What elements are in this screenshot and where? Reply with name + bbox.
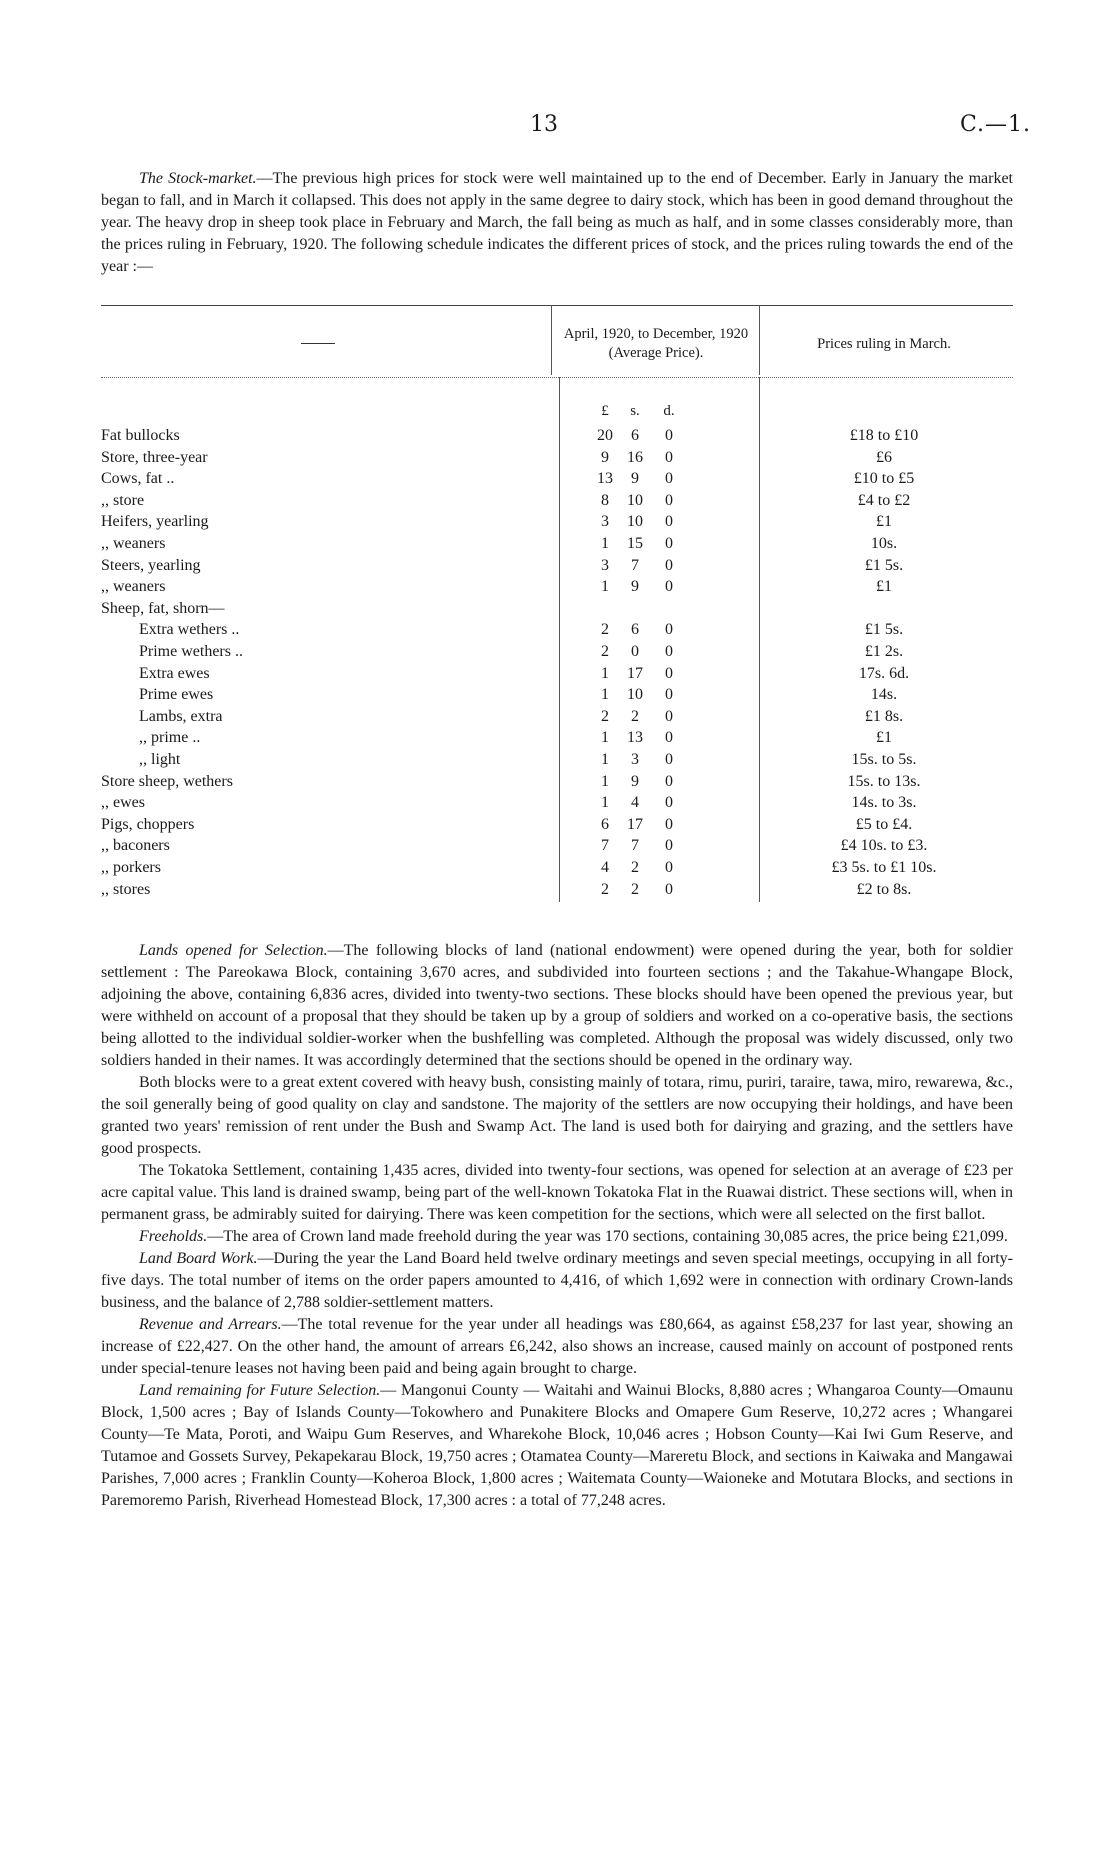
pounds-value: 1 bbox=[601, 772, 609, 790]
row-label: Sheep, fat, shorn— bbox=[101, 599, 225, 617]
average-price bbox=[591, 468, 711, 489]
table-row bbox=[101, 706, 1013, 728]
pounds-value: 20 bbox=[597, 427, 613, 444]
table-row bbox=[101, 555, 1013, 577]
row-label: ,, light bbox=[139, 751, 181, 768]
row-label: ,, ewes bbox=[101, 794, 145, 812]
pounds-value: 2 bbox=[601, 621, 609, 639]
currency-units-row bbox=[591, 403, 711, 423]
pounds-value: 1 bbox=[601, 729, 609, 747]
pence-value: 0 bbox=[665, 751, 673, 768]
average-price bbox=[591, 814, 711, 835]
pence-value: 0 bbox=[665, 491, 673, 509]
stock-market-text: —The previous high prices for stock were well maintained up to the end of December. Early in January the market began to fall, and in March it collapsed. This does not apply in the same degree to dairy stock, which has been in good demand throughout the year. The heavy drop in sheep took place in February and March, the fall being as much as half, and in some classes considerably more, than the prices ruling in February, 1920. The following schedule indicates the different prices of stock, and the prices ruling towards the end of the year :— bbox=[101, 170, 1013, 275]
header-divider-left bbox=[551, 305, 552, 375]
march-price: £1 bbox=[876, 729, 892, 747]
pounds-value: 2 bbox=[601, 707, 609, 725]
average-price bbox=[591, 425, 711, 446]
march-price: 15s. to 13s. bbox=[847, 772, 921, 790]
freeholds-paragraph bbox=[101, 1226, 1013, 1248]
shillings-value: 16 bbox=[627, 448, 643, 466]
pence-value: 0 bbox=[665, 772, 673, 790]
pence-value: 0 bbox=[665, 578, 673, 596]
table-row bbox=[101, 814, 1013, 836]
pounds-value: 2 bbox=[601, 643, 609, 660]
shillings-value: 9 bbox=[631, 578, 639, 596]
header-divider-right bbox=[759, 305, 760, 375]
shillings-value: 2 bbox=[631, 707, 639, 725]
march-price: £2 to 8s. bbox=[856, 880, 912, 898]
table-row bbox=[101, 879, 1013, 901]
table-row bbox=[101, 857, 1013, 879]
revenue-paragraph bbox=[101, 1314, 1013, 1380]
lands-opened-section bbox=[101, 940, 1013, 1512]
march-price: £4 10s. to £3. bbox=[840, 837, 928, 855]
march-price: £18 to £10 bbox=[849, 427, 919, 444]
table-row bbox=[101, 684, 1013, 706]
row-label: ,, baconers bbox=[101, 837, 170, 855]
revenue-heading: Revenue and Arrears. bbox=[139, 1316, 282, 1333]
first-column-header bbox=[301, 343, 335, 344]
shillings-value: 13 bbox=[627, 729, 643, 747]
shillings-value: 17 bbox=[627, 815, 643, 833]
row-label: Store, three-year bbox=[101, 448, 208, 466]
row-label: Prime ewes bbox=[139, 686, 214, 704]
average-price bbox=[591, 879, 711, 900]
pence-value: 0 bbox=[665, 837, 673, 855]
pence-value: 0 bbox=[665, 556, 673, 574]
lands-opened-heading: Lands opened for Selection. bbox=[139, 942, 328, 959]
pence-value: 0 bbox=[665, 729, 673, 747]
table-row bbox=[101, 598, 1013, 620]
row-label: Fat bullocks bbox=[101, 427, 180, 444]
table-row bbox=[101, 425, 1013, 447]
march-price: £1 5s. bbox=[864, 556, 904, 574]
stock-market-heading: The Stock-market. bbox=[139, 170, 257, 187]
shillings-value: 2 bbox=[631, 880, 639, 898]
pence-value: 0 bbox=[665, 664, 673, 682]
table-row bbox=[101, 641, 1013, 663]
pence-value: 0 bbox=[665, 448, 673, 466]
average-price bbox=[591, 533, 711, 554]
shillings-value: 17 bbox=[627, 664, 643, 682]
march-price: £3 5s. to £1 10s. bbox=[831, 859, 937, 876]
average-price bbox=[591, 663, 711, 684]
average-price bbox=[591, 619, 711, 640]
march-price: £1 2s. bbox=[864, 643, 904, 660]
pence-value: 0 bbox=[665, 686, 673, 704]
row-label: Cows, fat .. bbox=[101, 470, 175, 488]
row-label: Pigs, choppers bbox=[101, 815, 195, 833]
row-label: Extra wethers .. bbox=[139, 621, 240, 639]
land-remaining-text: — Mangonui County — Waitahi and Wainui Blocks, 8,880 acres ; Whangaroa County—Omaunu Block, 1,500 acres ; Bay of Islands County—Tokowhero and Punakitere Blocks and Omapere Gum Reserve, 10,272 acres ; Whangarei County—Te Mata, Poroti, and Waipu Gum Reserves, and Wharekohe Block, 10,046 acres ; Hobson County—Kai Iwi Gum Reserve, and Tutamoe and Gossets Survey, Pekapekarau Block, 19,750 acres ; Otamatea County—Mareretu Block, and sections in Kaiwaka and Mangawai Parishes, 7,000 acres ; Franklin County—Koheroa Block, 1,800 acres ; Waitemata County—Waioneke and Motutara Blocks, and sections in Paremoremo Parish, Riverhead Homestead Block, 17,300 acres : a total of 77,248 acres. bbox=[101, 1382, 1014, 1509]
march-price: 14s. to 3s. bbox=[851, 794, 917, 812]
row-label: ,, store bbox=[101, 491, 145, 509]
shillings-value: 6 bbox=[631, 621, 639, 639]
march-price: 15s. to 5s. bbox=[851, 751, 917, 768]
row-label: Lambs, extra bbox=[139, 707, 223, 725]
shillings-value: 10 bbox=[627, 491, 643, 509]
shillings-value: 10 bbox=[627, 513, 643, 531]
table-row bbox=[101, 490, 1013, 512]
average-price-header: April, 1920, to December, 1920 (Average Price). bbox=[563, 326, 749, 361]
pence-value: 0 bbox=[665, 427, 673, 444]
pounds-value: 13 bbox=[597, 470, 613, 488]
pounds-value: 9 bbox=[601, 448, 609, 466]
row-label: ,, weaners bbox=[101, 578, 166, 596]
row-label: ,, porkers bbox=[101, 859, 161, 876]
average-price bbox=[591, 792, 711, 813]
shillings-value: 0 bbox=[631, 643, 639, 660]
revenue-text: —The total revenue for the year under all headings was £80,664, as against £58,237 for last year, showing an increase of £22,427. On the other hand, the amount of arrears £6,242, also shows an increase, caused mainly on account of postponed rents under special-tenure leases not having been paid and being again brought to charge. bbox=[101, 1316, 1013, 1377]
pence-unit: d. bbox=[663, 403, 675, 419]
land-board-heading: Land Board Work. bbox=[139, 1250, 258, 1267]
average-price bbox=[591, 749, 711, 770]
march-price: £5 to £4. bbox=[855, 815, 913, 833]
row-label: Prime wethers .. bbox=[139, 643, 243, 660]
table-row bbox=[101, 792, 1013, 814]
row-label: Steers, yearling bbox=[101, 556, 201, 574]
table-row bbox=[101, 619, 1013, 641]
pounds-value: 1 bbox=[601, 578, 609, 596]
row-label: ,, weaners bbox=[101, 535, 166, 552]
pounds-value: 8 bbox=[601, 491, 609, 509]
average-price bbox=[591, 857, 711, 878]
pounds-value: 7 bbox=[601, 837, 609, 855]
average-price bbox=[591, 447, 711, 468]
pounds-value: 1 bbox=[601, 664, 609, 682]
land-board-text: —During the year the Land Board held twelve ordinary meetings and seven special meetings, occupying in all forty-five days. The total number of items on the order papers amounted to 4,416, of which 1,692 were in connection with ordinary Crown-lands business, and the balance of 2,788 soldier-settlement matters. bbox=[101, 1250, 1014, 1311]
freeholds-heading: Freeholds. bbox=[139, 1228, 208, 1245]
lands-opened-text: —The following blocks of land (national endowment) were opened during the year, both for soldier settlement : The Pareokawa Block, containing 3,670 acres, and subdivided into fourteen sections ; and the Takahue-Whangape Block, adjoining the above, containing 6,836 acres, divided into twenty-two sections. These blocks should have been opened the previous year, but were withheld on account of a proposal that they should be taken up by a group of soldiers and worked on a co-operative basis, the sections being allotted to the individual soldier-worker when the bushfelling was completed. Although the proposal was widely discussed, only two soldiers handed in their names. It was accordingly determined that the sections should be opened in the ordinary way. bbox=[101, 942, 1014, 1069]
pounds-value: 4 bbox=[601, 859, 609, 876]
shillings-value: 2 bbox=[631, 859, 639, 876]
march-price: 17s. 6d. bbox=[858, 664, 910, 682]
pence-value: 0 bbox=[665, 513, 673, 531]
shillings-value: 9 bbox=[631, 772, 639, 790]
average-price bbox=[591, 835, 711, 856]
table-row bbox=[101, 663, 1013, 685]
table-row bbox=[101, 533, 1013, 555]
table-row bbox=[101, 749, 1013, 771]
pence-value: 0 bbox=[665, 470, 673, 488]
pounds-value: 1 bbox=[601, 535, 609, 552]
shillings-value: 7 bbox=[631, 837, 639, 855]
pence-value: 0 bbox=[665, 880, 673, 898]
shillings-unit: s. bbox=[630, 403, 640, 419]
pence-value: 0 bbox=[665, 535, 673, 552]
pence-value: 0 bbox=[665, 794, 673, 812]
march-price: £4 to £2 bbox=[857, 491, 911, 509]
stock-price-table bbox=[101, 305, 1013, 905]
march-price: 14s. bbox=[870, 686, 898, 704]
table-row bbox=[101, 576, 1013, 598]
pence-value: 0 bbox=[665, 643, 673, 660]
lands-opened-paragraph bbox=[101, 940, 1013, 1072]
tokatoka-paragraph: The Tokatoka Settlement, containing 1,435 acres, divided into twenty-four sections, was opened for selection at an average of £23 per acre capital value. This land is drained swamp, being part of the well-known Tokatoka Flat in the Ruawai district. These sections will, when in permanent grass, be admirably suited for dairying. There was keen competition for the sections, which were all selected on the first ballot. bbox=[101, 1162, 1013, 1223]
table-row bbox=[101, 835, 1013, 857]
average-price bbox=[591, 555, 711, 576]
table-row bbox=[101, 771, 1013, 793]
land-remaining-paragraph bbox=[101, 1380, 1013, 1512]
march-price: £1 bbox=[876, 578, 892, 596]
average-price bbox=[591, 641, 711, 662]
table-top-rule bbox=[101, 305, 1013, 306]
average-price bbox=[591, 490, 711, 511]
pence-value: 0 bbox=[665, 815, 673, 833]
pence-value: 0 bbox=[665, 859, 673, 876]
shillings-value: 9 bbox=[631, 470, 639, 488]
freeholds-text: —The area of Crown land made freehold during the year was 170 sections, containing 30,085 acres, the price being £21,099. bbox=[207, 1228, 1008, 1245]
row-label: Store sheep, wethers bbox=[101, 772, 233, 790]
page-number: 13 bbox=[530, 112, 558, 137]
pounds-value: 1 bbox=[601, 686, 609, 704]
pounds-value: 1 bbox=[601, 794, 609, 812]
row-label: ,, stores bbox=[101, 880, 151, 898]
average-price bbox=[591, 706, 711, 727]
shillings-value: 10 bbox=[627, 686, 643, 704]
shillings-value: 7 bbox=[631, 556, 639, 574]
table-row bbox=[101, 468, 1013, 490]
pounds-value: 6 bbox=[601, 815, 609, 833]
average-price bbox=[591, 684, 711, 705]
pounds-value: 3 bbox=[601, 556, 609, 574]
shillings-value: 3 bbox=[631, 751, 639, 768]
shillings-value: 4 bbox=[631, 794, 639, 812]
row-label: Heifers, yearling bbox=[101, 513, 209, 531]
march-price: 10s. bbox=[870, 535, 898, 552]
header-bottom-rule bbox=[101, 377, 1013, 378]
march-price: £1 bbox=[876, 513, 892, 531]
table-row bbox=[101, 511, 1013, 533]
report-code: C.—1. bbox=[960, 112, 1032, 137]
pence-value: 0 bbox=[665, 707, 673, 725]
land-remaining-heading: Land remaining for Future Selection. bbox=[139, 1382, 381, 1399]
average-price bbox=[591, 771, 711, 792]
table-row bbox=[101, 447, 1013, 469]
shillings-value: 15 bbox=[627, 535, 643, 552]
pounds-unit: £ bbox=[601, 403, 609, 419]
march-price: £6 bbox=[876, 448, 892, 466]
march-price-header: Prices ruling in March. bbox=[817, 336, 951, 352]
march-price: £1 8s. bbox=[864, 707, 904, 725]
pounds-value: 1 bbox=[601, 751, 609, 768]
pounds-value: 3 bbox=[601, 513, 609, 531]
row-label: Extra ewes bbox=[139, 664, 210, 682]
both-blocks-paragraph: Both blocks were to a great extent covered with heavy bush, consisting mainly of totara, rimu, puriri, taraire, tawa, miro, rewarewa, &c., the soil generally being of good quality on clay and sandstone. The majority of the settlers are now occupying their holdings, and have been granted two years' remission of rent under the Bush and Swamp Act. The land is used both for dairying and grazing, and the settlers have good prospects. bbox=[101, 1074, 1013, 1157]
average-price bbox=[591, 727, 711, 748]
march-price: £1 5s. bbox=[864, 621, 904, 639]
shillings-value: 6 bbox=[631, 427, 639, 444]
stock-market-paragraph bbox=[101, 168, 1013, 278]
average-price bbox=[591, 511, 711, 532]
pence-value: 0 bbox=[665, 621, 673, 639]
table-row bbox=[101, 727, 1013, 749]
row-label: ,, prime .. bbox=[139, 729, 201, 747]
march-price: £10 to £5 bbox=[853, 470, 915, 488]
average-price bbox=[591, 576, 711, 597]
pounds-value: 2 bbox=[601, 880, 609, 898]
land-board-paragraph bbox=[101, 1248, 1013, 1314]
